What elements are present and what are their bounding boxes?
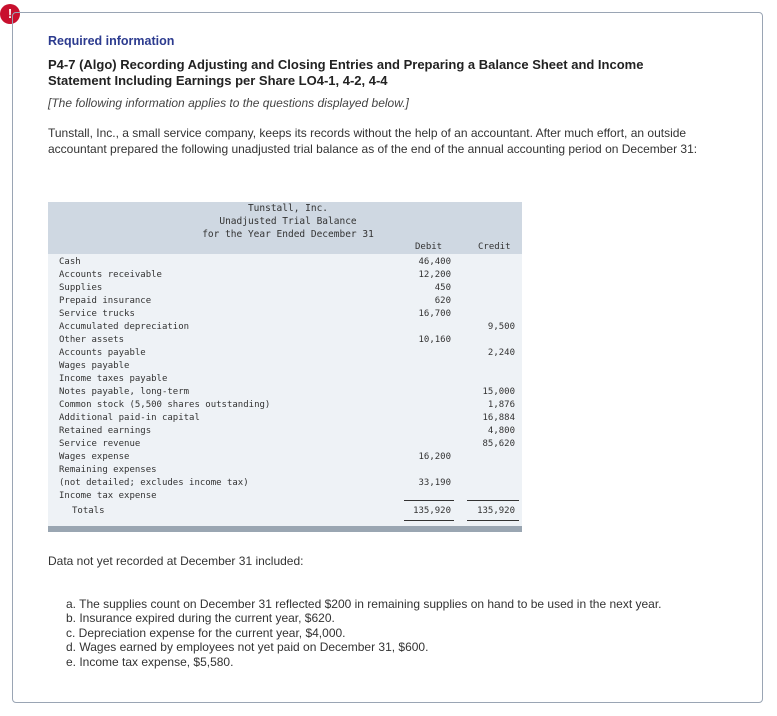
credit-amount: 2,240: [487, 348, 515, 358]
list-item: d. Wages earned by employees not yet paid on December 31, $600.: [66, 640, 429, 655]
debit-amount: 46,400: [418, 257, 451, 267]
table-row: [48, 309, 522, 322]
trial-balance-table: [48, 202, 522, 532]
account-name: Prepaid insurance: [59, 296, 152, 306]
account-name: Additional paid-in capital: [59, 413, 200, 423]
account-name: Cash: [59, 257, 81, 267]
debit-amount: 16,200: [418, 452, 451, 462]
credit-double-rule: [467, 520, 519, 521]
table-row: [48, 439, 522, 452]
account-name: Wages payable: [59, 361, 130, 371]
table-row: [48, 361, 522, 374]
totals-label: Totals: [72, 506, 105, 516]
data-not-recorded-note: Data not yet recorded at December 31 included:: [48, 554, 304, 568]
list-item: a. The supplies count on December 31 reflected $200 in remaining supplies on hand to be used in the next year.: [66, 597, 662, 611]
intro-paragraph: Tunstall, Inc., a small service company, keeps its records without the help of an accountant. After much effort, an outside accountant prepared the following unadjusted trial balance as of the end of the annual accounting period on December 31:: [48, 126, 698, 156]
credit-amount: 16,884: [482, 413, 515, 423]
table-row: [48, 426, 522, 439]
problem-title: P4-7 (Algo) Recording Adjusting and Closing Entries and Preparing a Balance Sheet and Income Statement Including Earnings per Share LO4-1, 4-2, 4-4: [48, 57, 644, 88]
account-name: Remaining expenses: [59, 465, 157, 475]
account-name: Retained earnings: [59, 426, 152, 436]
list-item: c. Depreciation expense for the current year, $4,000.: [66, 625, 346, 640]
adjustment-items-list: [66, 597, 662, 669]
debit-amount: 33,190: [418, 478, 451, 488]
debit-amount: 620: [434, 296, 451, 306]
table-row: [48, 374, 522, 387]
credit-column-header: Credit: [478, 242, 511, 252]
table-row: [48, 465, 522, 478]
total-debit: 135,920: [413, 506, 451, 516]
statement-period: for the Year Ended December 31: [202, 229, 374, 240]
trial-balance-header: [48, 202, 522, 254]
account-name: Notes payable, long-term: [59, 387, 190, 397]
account-name: Accumulated depreciation: [59, 322, 190, 332]
credit-amount: 9,500: [487, 322, 515, 332]
debit-amount: 16,700: [418, 309, 451, 319]
account-name: Income taxes payable: [59, 374, 168, 384]
list-item: b. Insurance expired during the current year, $620.: [66, 611, 335, 626]
account-name: Accounts payable: [59, 348, 146, 358]
account-name: Income tax expense: [59, 491, 157, 501]
account-name: Service trucks: [59, 309, 135, 319]
debit-amount: 10,160: [418, 335, 451, 345]
account-name: Service revenue: [59, 439, 141, 449]
credit-amount: 85,620: [482, 439, 515, 449]
credit-amount: 4,800: [487, 426, 515, 436]
company-name: Tunstall, Inc.: [247, 203, 329, 214]
table-row: [48, 478, 522, 491]
list-item: e. Income tax expense, $5,580.: [66, 654, 234, 669]
debit-amount: 12,200: [418, 270, 451, 280]
debit-column-header: Debit: [415, 242, 443, 252]
table-row: [48, 491, 522, 504]
table-row: [48, 283, 522, 296]
credit-total-rule: [467, 500, 519, 501]
table-row: [48, 387, 522, 400]
table-row: [48, 270, 522, 283]
totals-row: [48, 506, 522, 519]
account-name: Accounts receivable: [59, 270, 162, 280]
account-name: Other assets: [59, 335, 125, 345]
table-row: [48, 452, 522, 465]
account-name: Common stock (5,500 shares outstanding): [59, 400, 271, 410]
table-row: [48, 335, 522, 348]
table-row: [48, 322, 522, 335]
credit-amount: 15,000: [482, 387, 515, 397]
instruction-text: [The following information applies to the questions displayed below.]: [48, 96, 409, 110]
alert-icon: !: [0, 4, 20, 24]
statement-title: Unadjusted Trial Balance: [219, 216, 357, 227]
account-name: (not detailed; excludes income tax): [59, 478, 249, 488]
debit-amount: 450: [434, 283, 451, 293]
credit-amount: 1,876: [487, 400, 515, 410]
total-credit: 135,920: [477, 506, 515, 516]
debit-total-rule: [404, 500, 454, 501]
account-name: Supplies: [59, 283, 103, 293]
required-information-heading: Required information: [48, 34, 175, 48]
table-row: [48, 413, 522, 426]
table-row: [48, 400, 522, 413]
debit-double-rule: [404, 520, 454, 521]
table-row: [48, 257, 522, 270]
account-name: Wages expense: [59, 452, 130, 462]
table-row: [48, 296, 522, 309]
table-row: [48, 348, 522, 361]
trial-balance-footer: [48, 526, 522, 532]
